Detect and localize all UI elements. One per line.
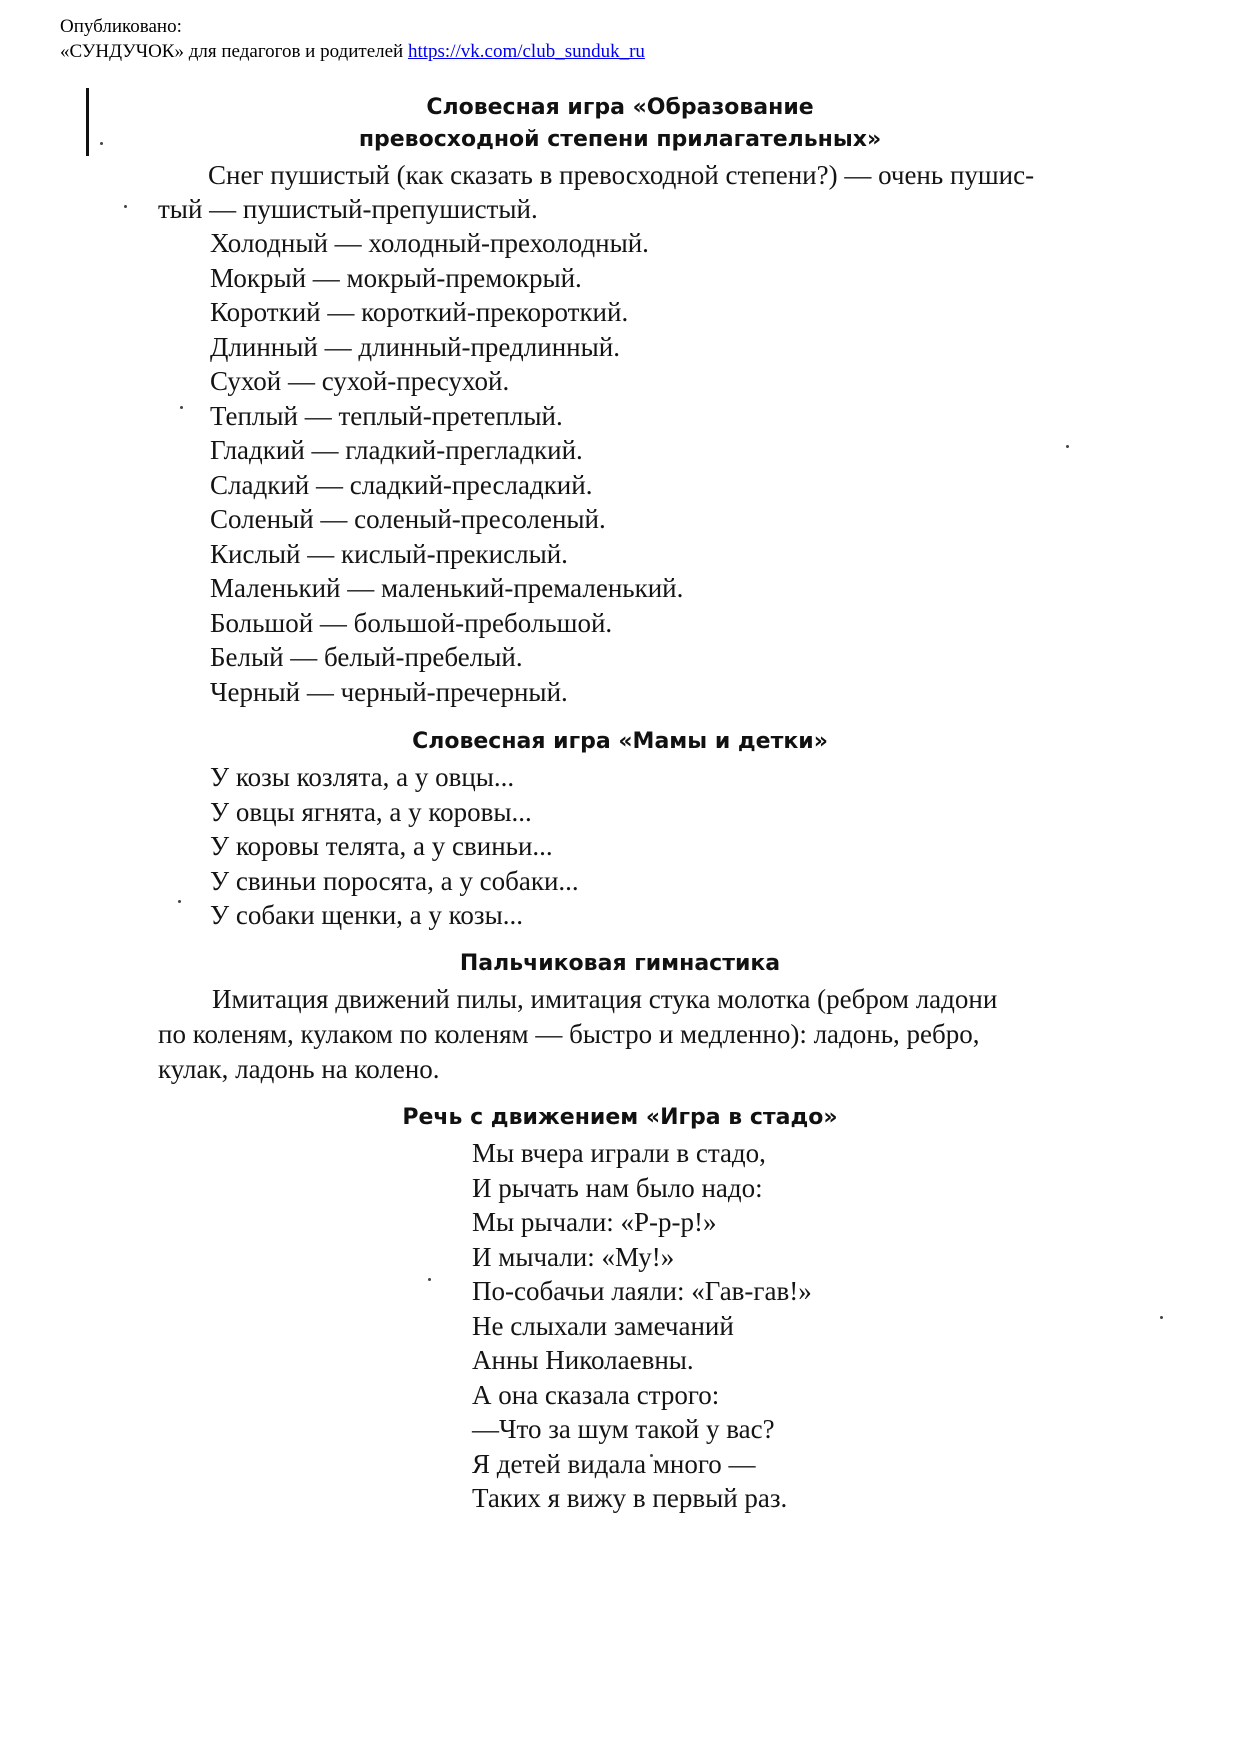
scan-speck [1066,445,1069,448]
section4-poem [472,1136,812,1516]
section1-intro-line2: тый — пушистый-препушистый. [158,194,538,224]
list-item: Длинный — длинный-предлинный. [210,331,620,362]
poem-line: По-собачьи лаяли: «Гав-гав!» [472,1276,812,1306]
poem-line: —Что за шум такой у вас? [472,1414,775,1444]
poem-line: Мы рычали: «Р-р-р!» [472,1207,717,1237]
section1-intro-line1: Снег пушистый (как сказать в превосходной степени?) — очень пушис- [208,160,1035,190]
publication-header [60,14,645,64]
scan-speck [124,205,127,208]
list-item: Короткий — короткий-прекороткий. [210,297,629,327]
section1-title-line1: Словесная игра «Образование [426,95,814,120]
list-item: У овцы ягнята, а у коровы... [210,796,532,827]
list-item: Гладкий — гладкий-прегладкий. [210,435,583,465]
list-item: Сухой — сухой-пресухой. [210,366,510,396]
list-item: Большой — большой-пребольшой. [210,607,613,638]
scan-speck [1160,1316,1163,1319]
list-item: Соленый — соленый-пресоленый. [210,504,606,534]
poem-line: Не слыхали замечаний [472,1310,734,1341]
poem-line: Анны Николаевны. [472,1345,694,1375]
list-item: Белый — белый-пребелый. [210,642,523,672]
list-item: Сладкий — сладкий-пресладкий. [210,469,593,500]
list-item: У коровы телята, а у свиньи... [210,831,553,861]
list-item: Холодный — холодный-прехолодный. [210,228,649,258]
poem-line: А она сказала строго: [472,1379,720,1410]
list-item: Кислый — кислый-прекислый. [210,538,568,569]
scan-speck [180,406,183,409]
header-published-label: Опубликовано: [60,16,182,37]
section2-list [210,760,579,933]
list-item: Теплый — теплый-претеплый. [210,400,563,431]
header-source-line [60,39,645,64]
list-item: У собаки щенки, а у козы... [210,900,523,930]
section4-title: Речь с движением «Игра в стадо» [402,1105,838,1130]
section1-list [210,226,683,709]
section3-title: Пальчиковая гимнастика [459,951,781,976]
poem-line: Таких я вижу в первый раз. [472,1483,788,1513]
section1-title-line2: превосходной степени прилагательных» [358,127,882,152]
header-source-text: «СУНДУЧОК» для педагогов и родителей [60,41,404,62]
poem-line: Я детей видала много — [472,1448,756,1479]
list-item: Мокрый — мокрый-премокрый. [210,262,582,293]
scan-speck [428,1278,431,1281]
list-item: Маленький — маленький-премаленький. [210,573,684,603]
section3-line2: по коленям, кулаком по коленям — быстро и медленно): ладонь, ребро, [158,1019,980,1049]
section3-line1: Имитация движений пилы, имитация стука молотка (ребром ладони [212,984,998,1014]
list-item: У свиньи поросята, а у собаки... [210,865,579,896]
list-item: Черный — черный-пречерный. [210,676,568,707]
poem-line: И мычали: «Му!» [472,1241,675,1272]
scan-speck [178,900,181,903]
list-item: У козы козлята, а у овцы... [210,762,515,792]
poem-line: И рычать нам было надо: [472,1172,763,1203]
section2-title: Словесная игра «Мамы и детки» [412,729,828,754]
section3-line3: кулак, ладонь на колено. [158,1054,440,1084]
poem-line: Мы вчера играли в стадо, [472,1138,766,1168]
source-link[interactable]: https://vk.com/club_sunduk_ru [407,41,645,62]
